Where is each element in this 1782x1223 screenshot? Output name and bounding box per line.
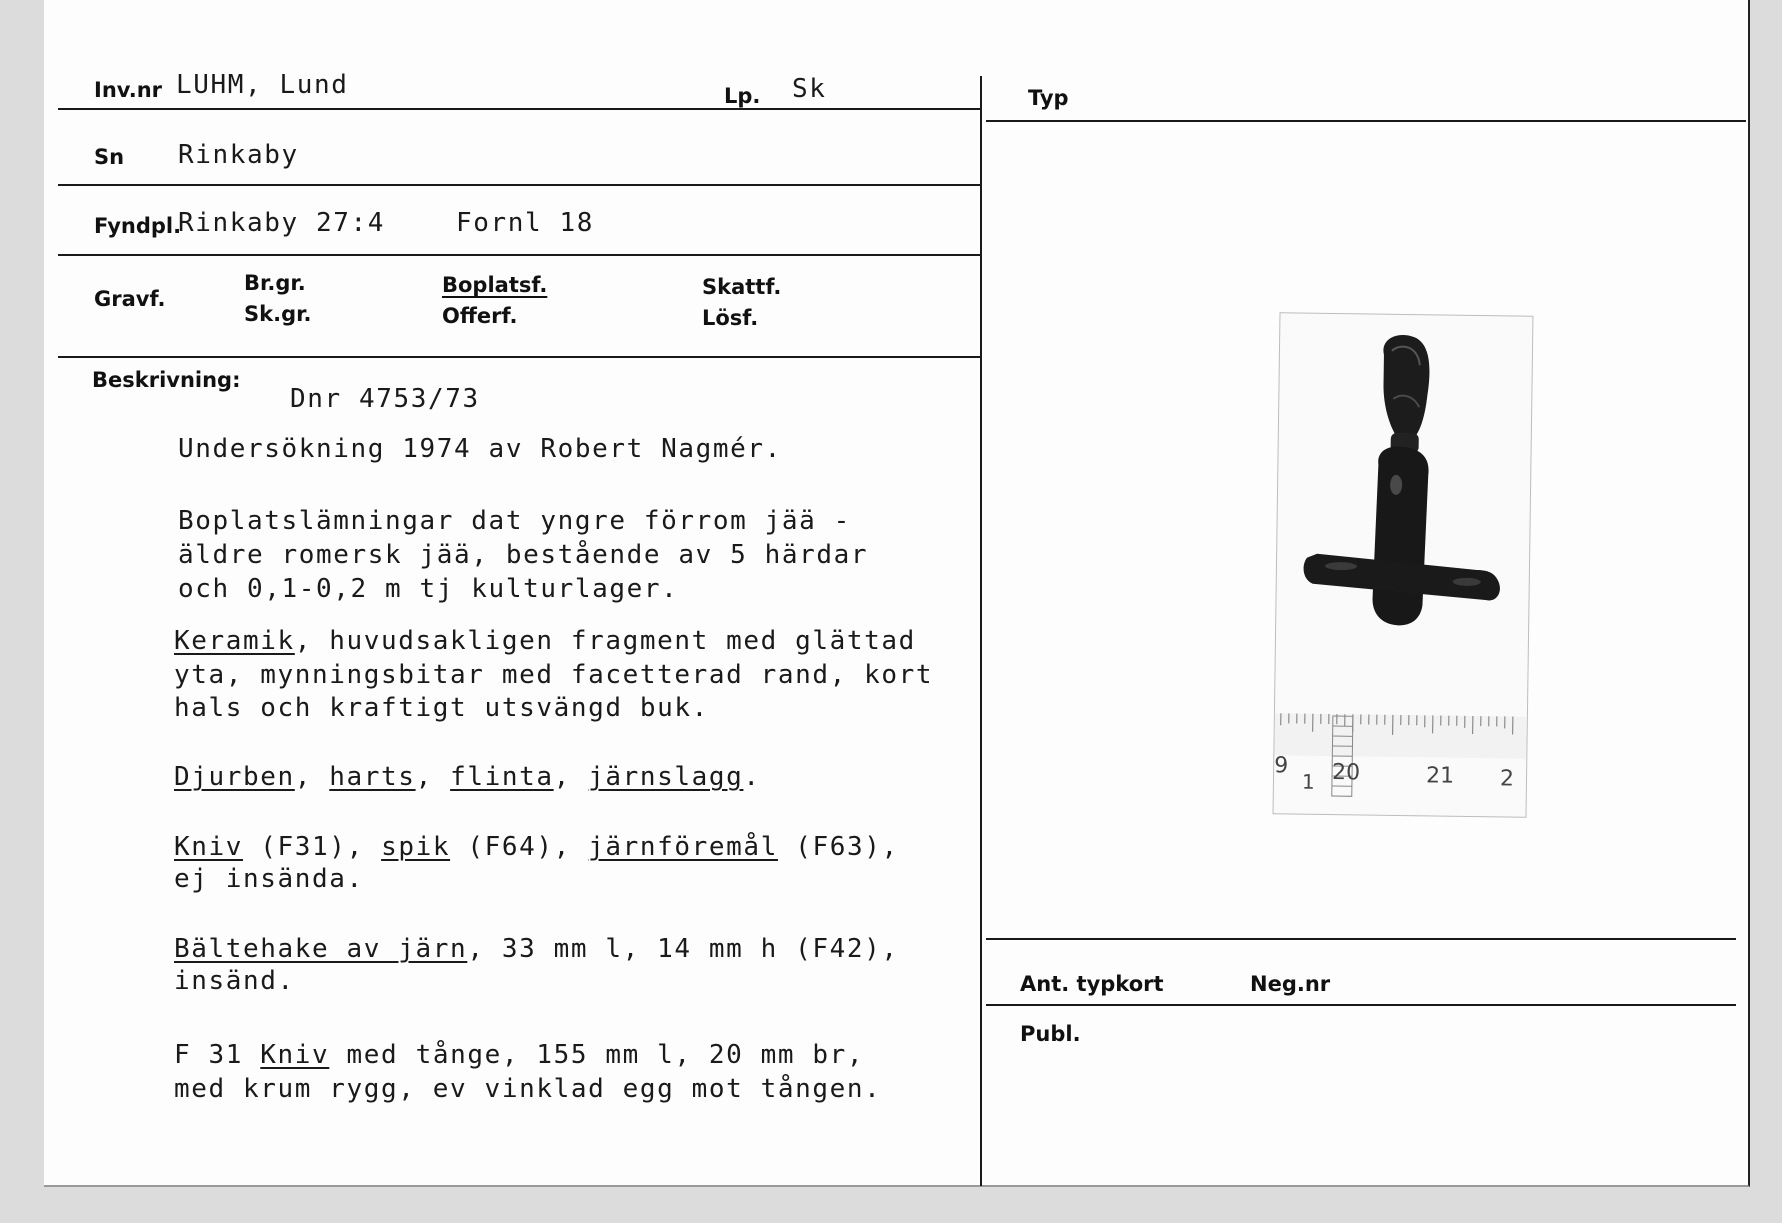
- keramik-line-2: yta, mynningsbitar med facetterad rand, kort: [174, 660, 934, 690]
- column-divider: [980, 76, 982, 1186]
- baltehake-rest: , 33 mm l, 14 mm h (F42),: [467, 934, 899, 964]
- rule-inv: [58, 108, 980, 110]
- baltehake-word: Bältehake av järn: [174, 934, 468, 964]
- kniv2-rest: med tånge, 155 mm l, 20 mm br,: [329, 1040, 865, 1070]
- keramik-line-1: [174, 626, 916, 656]
- kniv-word: Kniv: [174, 832, 244, 862]
- undersokning-text: Undersökning 1974 av Robert Nagmér.: [178, 434, 782, 464]
- f31-code: (F31): [260, 832, 347, 862]
- skgr-label: Sk.gr.: [244, 302, 312, 326]
- harts-word: harts: [329, 762, 416, 792]
- f64-code: (F64): [467, 832, 554, 862]
- jarnforemal-word: järnföremål: [588, 832, 778, 862]
- lp-label: Lp.: [724, 84, 761, 108]
- keramik-rest: , huvudsakligen fragment med glättad: [294, 626, 916, 656]
- brgr-label: Br.gr.: [244, 271, 306, 295]
- jarnslagg-word: järnslagg: [588, 762, 744, 792]
- boplatsf-label: Boplatsf.: [442, 273, 548, 297]
- f31-prefix: F 31: [174, 1040, 244, 1070]
- keramik-word: Keramik: [174, 626, 295, 656]
- kniv2-word: Kniv: [260, 1040, 330, 1070]
- dnr-text: Dnr 4753/73: [290, 384, 480, 414]
- typ-label: Typ: [1028, 86, 1069, 110]
- keramik-line-3: hals och kraftigt utsvängd buk.: [174, 693, 709, 723]
- fyndpl-label: Fyndpl.: [94, 214, 182, 238]
- baltehake-line-1: [174, 934, 899, 964]
- scale-label-21: 21: [1425, 763, 1455, 789]
- finds-line: Djurben, harts, flinta, järnslagg.: [174, 762, 761, 792]
- rule-sn: [58, 184, 980, 186]
- scale-label-2: 2: [1499, 766, 1515, 792]
- boplats-line-2: äldre romersk jää, bestående av 5 härdar: [178, 540, 869, 570]
- boplats-line-1: Boplatslämningar dat yngre förrom jää -: [178, 506, 851, 536]
- f31-line-2: med krum rygg, ev vinklad egg mot tången.: [174, 1074, 882, 1104]
- insand-text: insänd.: [174, 966, 295, 996]
- rule-gravf: [58, 356, 980, 358]
- rule-fyndpl: [58, 254, 980, 256]
- inv-value: LUHM, Lund: [176, 70, 349, 100]
- scale-label-20: 20: [1331, 760, 1361, 786]
- boplats-line-3: och 0,1-0,2 m tj kulturlager.: [178, 574, 679, 604]
- ej-insanda-text: ej insända.: [174, 864, 364, 894]
- ant-typkort-label: Ant. typkort: [1020, 972, 1164, 996]
- offerf-label: Offerf.: [442, 304, 518, 328]
- losf-label: Lösf.: [702, 306, 759, 330]
- fyndpl-value: Rinkaby 27:4: [178, 208, 386, 238]
- skattf-label: Skattf.: [702, 275, 782, 299]
- sn-label: Sn: [94, 145, 125, 169]
- kniv-line-1: Kniv (F31), spik (F64), järnföremål (F63),: [174, 832, 899, 862]
- scale-label-9: 9: [1274, 753, 1289, 779]
- lp-value: Sk: [792, 74, 827, 104]
- fornl-value: Fornl 18: [456, 208, 595, 238]
- rule-ant-bottom: [986, 1004, 1736, 1006]
- beskrivning-label: Beskrivning:: [92, 368, 241, 392]
- djurben-word: Djurben: [174, 762, 295, 792]
- flinta-word: flinta: [450, 762, 554, 792]
- f63-code: (F63),: [795, 832, 899, 862]
- scale-label-1: 1: [1301, 769, 1315, 794]
- spik-word: spik: [381, 832, 451, 862]
- rule-typ: [986, 120, 1746, 122]
- rule-ant-top: [986, 938, 1736, 940]
- catalog-card: [44, 0, 1750, 1187]
- artifact-photo: [1273, 312, 1534, 817]
- gravf-label: Gravf.: [94, 287, 166, 311]
- inv-label: Inv.nr: [94, 78, 163, 102]
- belt-hook-image: [1274, 313, 1533, 816]
- f31-line-1: [174, 1040, 864, 1070]
- publ-label: Publ.: [1020, 1022, 1081, 1046]
- sn-value: Rinkaby: [178, 140, 299, 170]
- neg-nr-label: Neg.nr: [1250, 972, 1331, 996]
